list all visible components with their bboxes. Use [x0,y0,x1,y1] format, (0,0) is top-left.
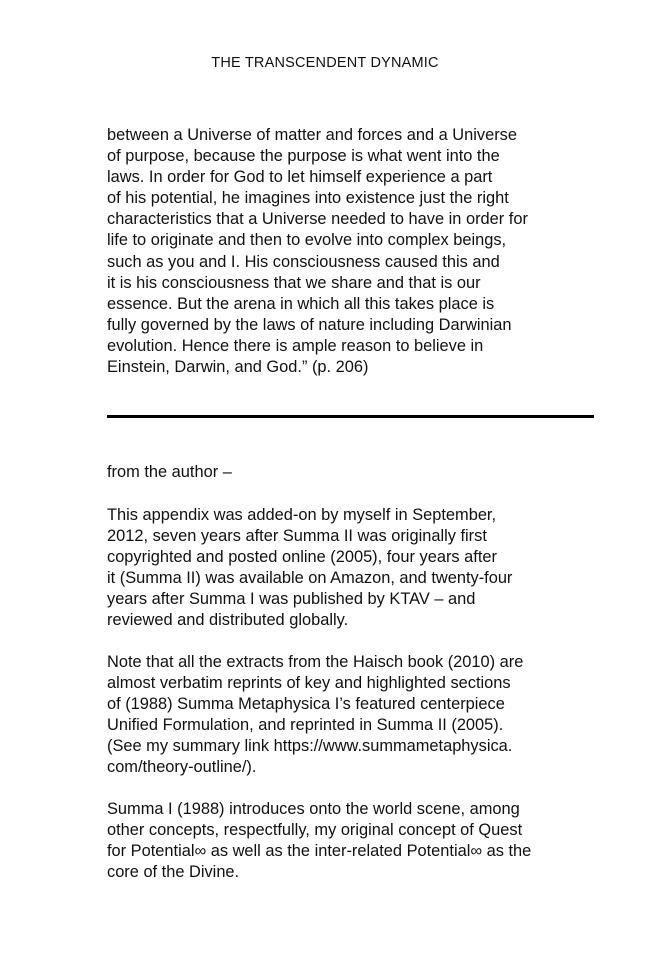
text-line: Note that all the extracts from the Haisch book (2010) are [107,653,524,671]
text-line: of purpose, because the purpose is what went into the [107,147,500,166]
text-line: evolution. Hence there is ample reason to believe in [107,336,484,355]
extracts-paragraph [107,652,577,779]
text-line: fully governed by the laws of nature including Darwinian [107,315,512,334]
text-line: between a Universe of matter and forces and a Universe [107,126,517,144]
summa-paragraph [107,799,577,883]
text-line: of (1988) Summa Metaphysica I’s featured centerpiece [107,695,505,714]
text-line: characteristics that a Universe needed to have in order for [107,210,528,229]
text-line: life to originate and then to evolve into complex beings, [107,231,507,250]
text-line: for Potential∞ as well as the inter-related Potential∞ as the [107,842,532,861]
text-line: it is his consciousness that we share and that is our [107,273,481,292]
section-divider [107,415,594,418]
text-line: copyrighted and posted online (2005), four years after [107,548,497,567]
text-line: essence. But the arena in which all this takes place is [107,294,495,313]
text-line: Einstein, Darwin, and God.” (p. 206) [107,358,369,377]
text-line: This appendix was added-on by myself in September, [107,506,497,524]
heading-text: from the author – [107,463,232,481]
author-note-heading [107,462,577,483]
text-line: such as you and I. His consciousness caused this and [107,252,500,271]
summary-link: (See my summary link https://www.summametaphysica. [107,737,513,756]
text-line: Unified Formulation, and reprinted in Summa II (2005). [107,716,504,735]
text-line: Summa I (1988) introduces onto the world scene, among [107,800,520,818]
running-title: THE TRANSCENDENT DYNAMIC [211,55,439,71]
text-line: laws. In order for God to let himself experience a part [107,168,493,187]
text-line: years after Summa I was published by KTAV – and [107,590,476,609]
text-line: core of the Divine. [107,863,240,882]
summary-link: com/theory-outline/). [107,758,257,777]
text-line: other concepts, respectfully, my original concept of Quest [107,821,523,840]
text-line: reviewed and distributed globally. [107,611,349,630]
quote-paragraph [107,125,577,378]
text-line: of his potential, he imagines into existence just the right [107,189,509,208]
text-line: 2012, seven years after Summa II was originally first [107,527,487,546]
text-line: almost verbatim reprints of key and highlighted sections [107,674,511,693]
appendix-paragraph [107,505,577,632]
text-line: it (Summa II) was available on Amazon, and twenty-four [107,569,513,588]
